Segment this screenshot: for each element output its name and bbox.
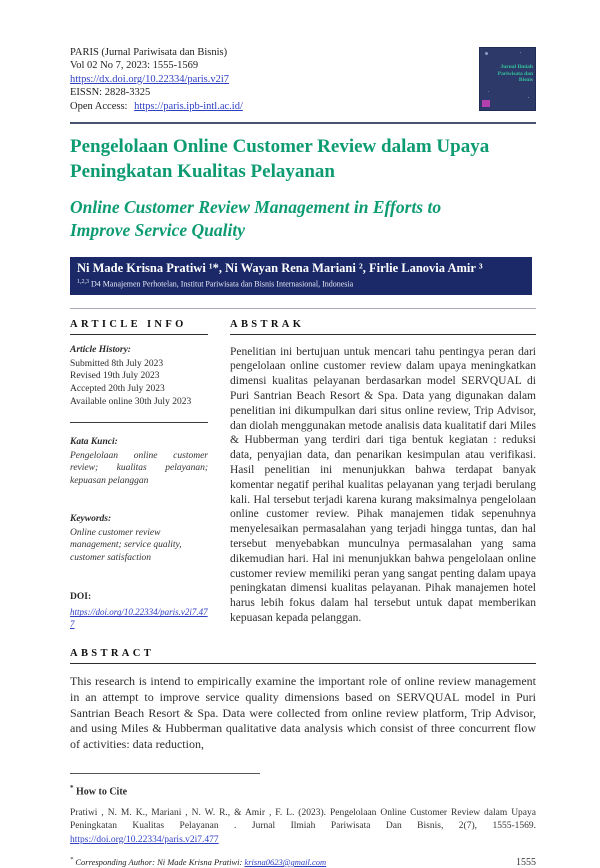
journal-cover-accent-square xyxy=(482,100,490,107)
corresponding-author-line: * Corresponding Author: Ni Made Krisna Pratiwi: krisna0623@gmail.com xyxy=(70,855,327,867)
history-submitted: Submitted 8th July 2023 xyxy=(70,358,164,369)
affiliation-superscript: 1,2,3 xyxy=(77,279,89,286)
masthead xyxy=(70,46,536,113)
masthead-text xyxy=(70,46,243,113)
footline xyxy=(70,856,536,868)
history-revised: Revised 19th July 2023 xyxy=(70,371,160,382)
footnote-divider xyxy=(70,773,260,774)
header-divider xyxy=(70,122,536,124)
article-doi-link[interactable]: https://doi.org/10.22334/paris.v2i7.477 xyxy=(70,607,208,630)
info-abstract-columns xyxy=(70,319,536,633)
abstrak-column xyxy=(230,319,536,633)
history-available-online: Available online 30th July 2023 xyxy=(70,397,192,408)
corresponding-author-email-link[interactable]: krisna0623@gmail.com xyxy=(244,856,327,867)
article-info-column xyxy=(70,319,208,633)
corresponding-marker: * xyxy=(70,855,74,863)
volume-issue-line: Vol 02 No 7, 2023: 1555-1569 xyxy=(70,60,199,72)
open-access-label: Open Access: xyxy=(70,100,128,112)
how-to-cite-label: * How to Cite xyxy=(70,784,128,798)
authors-affiliation xyxy=(77,277,525,290)
abstrak-text: Penelitian ini bertujuan untuk mencari tahu pentingya peran dari pengelolaan online customer review dalam upaya meningkatkan dimensi kualitas pelayanan berdasarkan model SERVQUAL di Puri Santrian Beach Resort & Spa. Data yang digunakan dalam penelitian ini dikumpulkan dari situs online review, Trip Advisor, dan diolah menggunakan metode analisis data kualitatif dari Miles & Hubberman yang terdiri dari tiga bentuk kegiatan : reduksi data, penyajian data, dan penarikan kesimpulan atau verifikasi. Hasil penelitian ini menunjukkan bahwa terdapat banyak komentar negatif perihal kualitas pelayanan yang terjadi berulang kali. Hal tersebut terjadi karena kurang maksimalnya pengelolaan online customer review. Pihak manajemen tidak sepenuhnya menyelesaikan permasalahan yang terjadi hingga tuntas, dan hal tersebut menyebabkan munculnya permasalahan yang sama dikemudian hari. Hal ini menunjukkan bahwa pengelolaan online customer review memiliki peran yang sangat penting dalam upaya peningkatan dimensi kualitas pelayanan. Pihak manajemen hotel harus lebih fokus dalam hal tersebut untuk dapat memberikan kepuasan kepada pelanggan. xyxy=(230,345,536,625)
article-history-label: Article History: xyxy=(70,344,131,355)
article-title-indonesian: Pengelolaan Online Customer Review dalam Upaya Peningkatan Kualitas Pelayanan xyxy=(70,136,490,183)
kata-kunci-label: Kata Kunci: xyxy=(70,436,118,447)
history-accepted: Accepted 20th July 2023 xyxy=(70,384,165,395)
abstract-heading: ABSTRACT xyxy=(70,648,536,664)
open-access-link[interactable]: https://paris.ipb-intl.ac.id/ xyxy=(134,100,243,112)
keywords-text: Online customer review management; service quality, customer satisfaction xyxy=(70,527,182,563)
affiliation-text: D4 Manajemen Perhotelan, Institut Pariwisata dan Bisnis Internasional, Indonesia xyxy=(91,279,354,289)
article-info-divider xyxy=(70,422,208,423)
keywords-label: Keywords: xyxy=(70,513,112,524)
article-info-heading: ARTICLE INFO xyxy=(70,319,208,335)
page-footer xyxy=(70,773,536,867)
article-title-english: Online Customer Review Management in Efforts to Improve Service Quality xyxy=(70,197,442,241)
abstract-section xyxy=(70,648,536,752)
doi-label: DOI: xyxy=(70,592,92,603)
authors-names: Ni Made Krisna Pratiwi ¹*, Ni Wayan Rena Mariani ², Firlie Lanovia Amir ³ xyxy=(77,261,483,276)
eissn-line: EISSN: 2828-3325 xyxy=(70,87,151,99)
journal-cover-thumbnail xyxy=(479,47,536,111)
abstract-text: This research is intend to empirically examine the important role of online review management in an attempt to improve service quality dimensions based on SERVQUAL model in Puri Santrian Beach Resort & Spa. Data were collected from online review platform, Trip Advisor, and using Miles & Hubberman qualitative data analysis which consist of three concurrent flow of activities: data reduction, xyxy=(70,674,536,751)
journal-name: PARIS (Jurnal Pariwisata dan Bisnis) xyxy=(70,47,228,58)
authors-divider xyxy=(70,308,536,309)
citation-doi-link[interactable]: https://doi.org/10.22334/paris.v2i7.477 xyxy=(70,834,219,845)
page-number: 1555 xyxy=(516,856,536,868)
journal-cover-title: Jurnal Ilmiah Pariwisata dan Bisnis xyxy=(497,64,533,83)
citation-text: Pratiwi , N. M. K., Mariani , N. W. R., & Amir , F. L. (2023). Pengelolaan Online Customer Review dalam Upaya Peningkatan Kualitas Pelayanan . Jurnal Ilmiah Pariwisata Dan Bisnis, 2(7), 1555-1569. https://doi.org/10.22334/paris.v2i7.477 xyxy=(70,807,536,845)
kata-kunci-text: Pengelolaan online customer review; kualitas pelayanan; kepuasan pelanggan xyxy=(70,450,208,487)
abstrak-heading: ABSTRAK xyxy=(230,319,536,335)
how-to-cite-marker: * xyxy=(70,784,74,793)
authors-bar xyxy=(70,257,532,295)
issue-doi-link[interactable]: https://dx.doi.org/10.22334/paris.v2i7 xyxy=(70,73,230,85)
